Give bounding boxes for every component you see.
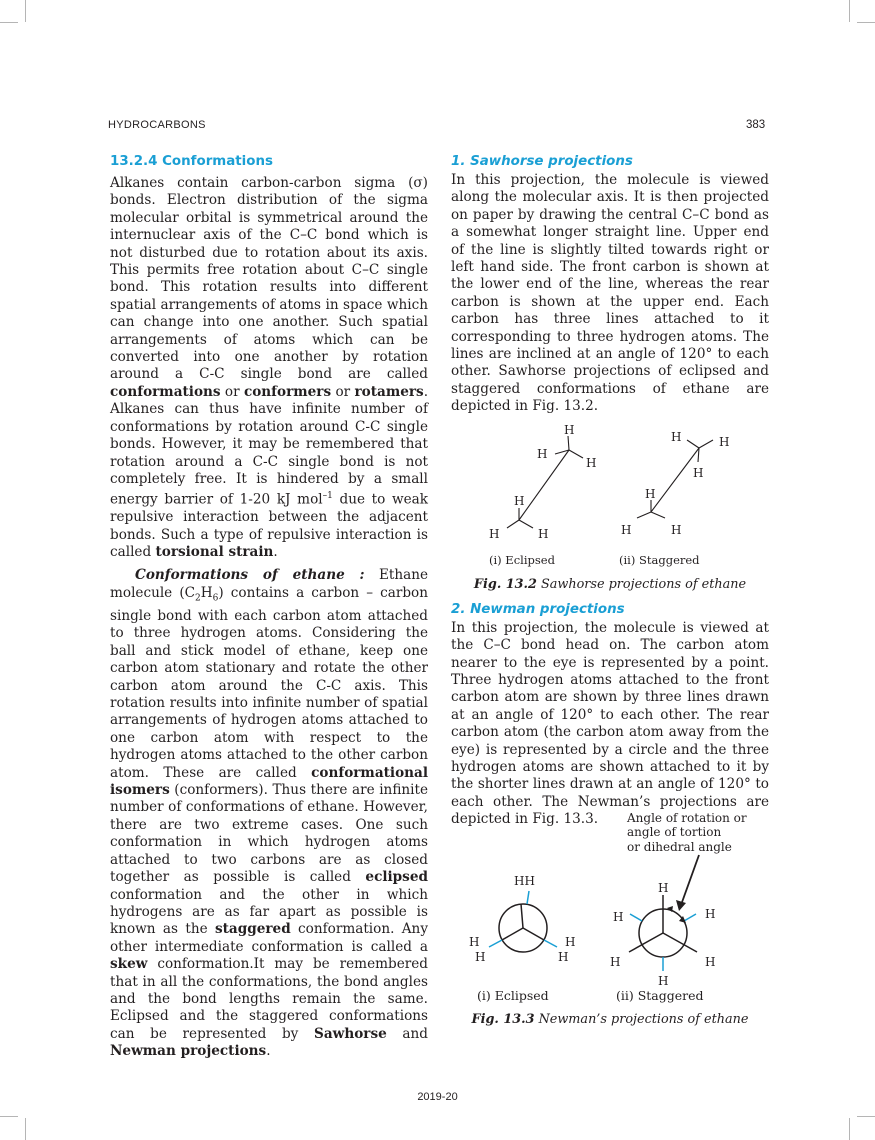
- atom-label: H: [538, 526, 549, 541]
- crop-mark: [849, 0, 850, 22]
- sawhorse-heading: 1. Sawhorse projections: [451, 154, 633, 169]
- crop-mark: [849, 1118, 850, 1140]
- label-staggered: (ii) Staggered: [619, 552, 700, 567]
- atom-label: H: [621, 522, 632, 537]
- figure-sawhorse: [451, 420, 769, 566]
- crop-mark: [25, 0, 26, 22]
- right-column: [451, 152, 769, 1028]
- atom-label: H: [565, 934, 576, 949]
- atom-label: H: [671, 522, 682, 537]
- left-column: [110, 152, 428, 1061]
- newman-diagram: [451, 809, 769, 1009]
- newman-paragraph: In this projection, the molecule is viewed at the C–C bond head on. The carbon atom nearer to the eye is represented by a point. Three hydrogen atoms attached to the front carbon atom are shown by three lines drawn at an angle of 120° to each other. The rear carbon atom (the carbon atom away from the eye) is represented by a circle and the three hydrogen atoms are shown attached to it by the shorter lines drawn at an angle of 120° to each other. The Newman’s projections are depicted in Fig. 13.3.: [451, 619, 769, 828]
- atom-label-pair: HH: [514, 873, 535, 888]
- atom-label: H: [489, 526, 500, 541]
- crop-mark: [25, 1118, 26, 1140]
- atom-label: H: [671, 429, 682, 444]
- page-number: 383: [746, 119, 766, 131]
- dihedral-angle-annotation: Angle of rotation or angle of tortion or dihedral angle: [627, 810, 747, 854]
- paragraph-conformations: Alkanes contain carbon-carbon sigma (σ) bonds. Electron distribution of the sigma molecular orbital is symmetrical around the internuclear axis of the C–C bond which is not disturbed due to rotation about its axis. This permits free rotation about C–C single bond. This rotation results into different spatial arrangements of atoms in space which can change into one another. Such spatial arrangements of atoms which can be converted into one another by rotation around a C-C single bond are called conformations or conformers or rotamers. Alkanes can thus have infinite number of conformations by rotation around C-C single bonds. However, it may be remembered that rotation around a C-C single bond is not completely free. It is hindered by a small energy barrier of 1-20 kJ mol$^{-1}$ due to weak repulsive interaction between the adjacent bonds. Such a type of repulsive interaction is called torsional strain.: [110, 175, 429, 561]
- figure-newman: [451, 809, 769, 1009]
- atom-label: H: [719, 434, 730, 449]
- label-eclipsed: (i) Eclipsed: [477, 987, 549, 1003]
- atom-label: H: [469, 934, 480, 949]
- crop-mark: [857, 1116, 875, 1117]
- crop-mark: [857, 22, 875, 23]
- caption-fig-13-2: Fig. 13.2 Sawhorse projections of ethane: [473, 576, 747, 592]
- atom-label: H: [610, 954, 621, 969]
- section-heading: 13.2.4 Conformations: [110, 154, 273, 169]
- atom-label: H: [514, 493, 525, 508]
- sawhorse-diagram: [451, 420, 769, 566]
- atom-label: H: [475, 949, 486, 964]
- newman-heading: 2. Newman projections: [451, 601, 625, 617]
- paragraph-ethane: Conformations of ethane : Ethane molecule $(C_2H_6)$ contains a carbon – carbon single bond with each carbon atom attached to three hydrogen atoms. Considering the ball and stick model of ethane, keep one carbon atom stationary and rotate the other carbon atom around the C-C axis. This rotation results into infinite number of spatial arrangements of hydrogen atoms attached to one carbon atom with respect to the hydrogen atoms attached to the other carbon atom. These are called conformational isomers (conformers). Thus there are infinite number of conformations of ethane. However, there are two extreme cases. One such conformation in which hydrogen atoms attached to two carbons are as closed together as possible is called eclipsed conformation and the other in which hydrogens are as far apart as possible is known as the staggered conformation. Any other intermediate conformation is called a skew conformation.It may be remembered that in all the conformations, the bond angles and the bond lengths remain the same. Eclipsed and the staggered conformations can be represented by Sawhorse and Newman projections.: [110, 567, 428, 1060]
- atom-label: H: [658, 973, 669, 988]
- running-head: HYDROCARBONS: [108, 119, 206, 131]
- atom-label: H: [693, 465, 704, 480]
- atom-label: H: [705, 954, 716, 969]
- atom-label: H: [558, 949, 569, 964]
- crop-mark: [0, 1116, 18, 1117]
- atom-label: H: [537, 446, 548, 461]
- subheading-ethane: Conformations of ethane :: [135, 567, 365, 584]
- atom-label: H: [658, 880, 669, 895]
- footer-year: 2019-20: [417, 1091, 458, 1103]
- atom-label: H: [613, 909, 624, 924]
- crop-mark: [0, 22, 18, 23]
- atom-label: H: [586, 455, 597, 470]
- label-staggered: (ii) Staggered: [616, 987, 704, 1003]
- atom-label: H: [564, 422, 575, 437]
- label-eclipsed: (i) Eclipsed: [489, 552, 555, 567]
- sawhorse-paragraph: In this projection, the molecule is viewed along the molecular axis. It is then projected on paper by drawing the central C–C bond as a somewhat longer straight line. Upper end of the line is slightly tilted towards right or left hand side. The front carbon is shown at the lower end of the line, whereas the rear carbon is shown at the upper end. Each carbon has three lines attached to it corresponding to three hydrogen atoms. The lines are inclined at an angle of 120° to each other. Sawhorse projections of eclipsed and staggered conformations of ethane are depicted in Fig. 13.2.: [451, 172, 769, 415]
- atom-label: H: [645, 486, 656, 501]
- atom-label: H: [705, 906, 716, 921]
- caption-fig-13-3: Fig. 13.3 Newman’s projections of ethane: [471, 1011, 749, 1027]
